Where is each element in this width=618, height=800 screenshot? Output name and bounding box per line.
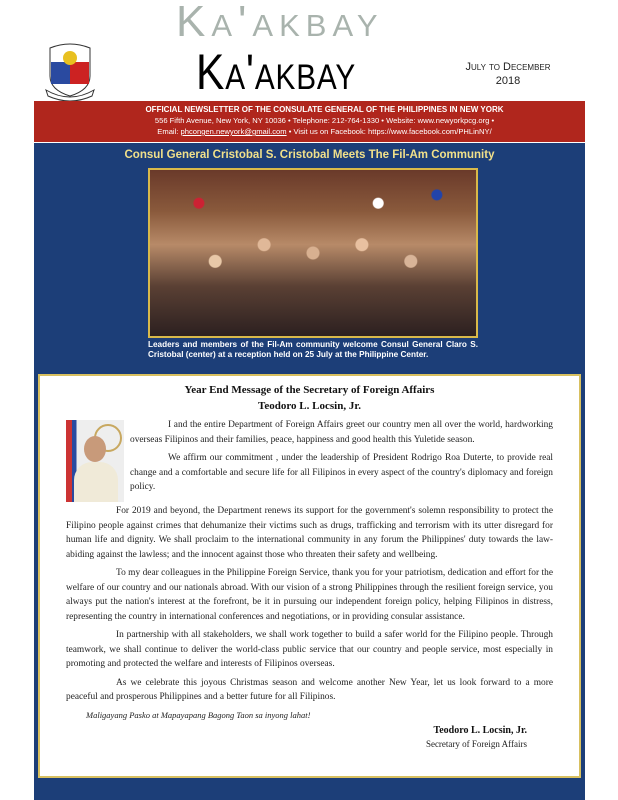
issue-period [448,60,568,88]
message-author: Teodoro L. Locsin, Jr. [258,400,361,412]
masthead-shadow-title: Ka'akbay [176,0,384,46]
message-paragraph: We affirm our commitment , under the leadership of President Rodrigo Roa Duterte, to provide real change and a comfortable and secure life for all Filipinos in every aspect of the country's diplomacy and foreign policy. [130,453,553,492]
message-heading [66,382,553,414]
reception-photo [148,168,478,338]
signature-name: Teodoro L. Locsin, Jr. [433,724,527,736]
holiday-greeting: Maligayang Pasko at Mapayapang Bagong Taon sa inyong lahat! [86,709,311,720]
masthead-title: Ka'akbay [196,44,357,100]
message-paragraph: To my dear colleagues in the Philippine Foreign Service, thank you for your patriotism, dedication and effort for the welfare of our country and our nationals abroad. With our vision of a strong Philippines through the resilient foreign service, you always put the nation's interest at the forefront, be it in pursuing our independent foreign policy, helping Filipinos in distress, representing the country in international conferences and negotiations, or in providing consular assistance. [66,568,553,622]
signature-title: Secretary of Foreign Affairs [425,738,527,749]
address-line: 556 Fifth Avenue, New York, NY 10036 • Telephone: 212-764-1330 • Website: www.newyorkpcg.org • [154,116,495,125]
coat-of-arms-seal [42,40,98,102]
photo-caption: Leaders and members of the Fil-Am community welcome Consul General Claro S. Cristobal (center) at a reception held on 25 July at the Philippine Center. [148,340,478,359]
secretary-portrait [66,420,124,502]
message-title: Year End Message of the Secretary of Foreign Affairs [184,384,435,396]
feature-headline: Consul General Cristobal S. Cristobal Meets The Fil-Am Community [124,149,495,161]
email-link[interactable]: phcongen.newyork@gmail.com [180,127,287,136]
message-body [66,504,553,705]
email-label: Email: [157,127,181,136]
message-paragraph: I and the entire Department of Foreign Affairs greet our country men all over the world, hardworking overseas Filipinos and their families, peace, happiness and good health this Yuletide season. [130,420,553,445]
email-line [34,126,585,137]
facebook-text: • Visit us on Facebook: https://www.facebook.com/PHLinNY/ [286,127,492,136]
issue-year: 2018 [495,75,521,87]
newsletter-org: OFFICIAL NEWSLETTER OF THE CONSULATE GENERAL OF THE PHILIPPINES IN NEW YORK [145,105,504,114]
message-intro [66,418,553,495]
message-paragraph: In partnership with all stakeholders, we shall work together to build a safer world for the Filipino people. Through teamwork, we shall continue to deliver the world-class public service that our country and people service, most especially in promoting and protected the welfare and interests of Filipinos overseas. [66,630,553,669]
contact-banner [34,101,585,142]
message-paragraph: For 2019 and beyond, the Department renews its support for the government's solemn responsibility to protect the Filipino people against crimes that dehumanize their victims such as drugs, trafficking and terrorism with its utter disregard for human life and dignity. We shall proclaim to the international community in any forum the Philippines' duty towards the law-abiding against the lawless; and the innocent against those who threaten their safety and wellbeing. [66,506,553,560]
message-paragraph: As we celebrate this joyous Christmas season and welcome another New Year, let us look forward to a more peaceful and prosperous Philippines and a better future for all Filipinos. [66,677,553,702]
message-box [38,374,581,778]
issue-months: July to December [465,61,551,73]
signature-block [66,724,553,751]
